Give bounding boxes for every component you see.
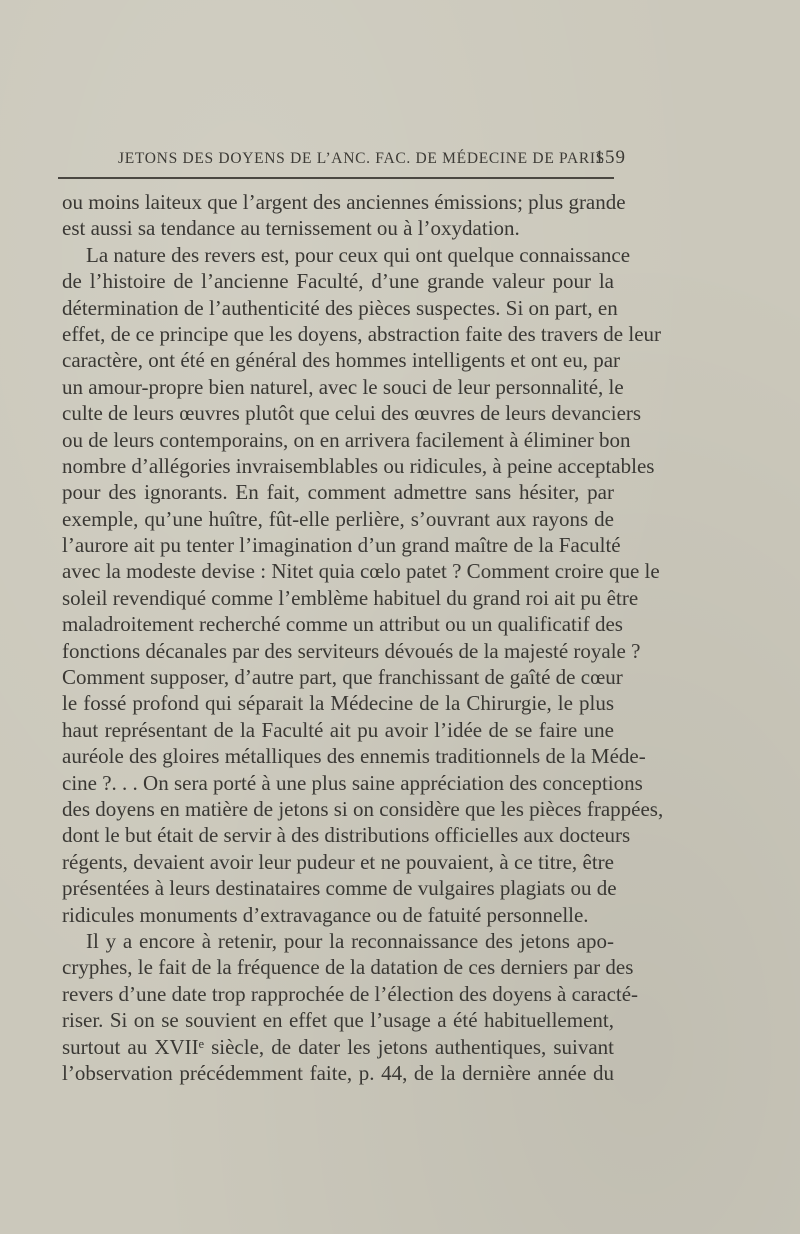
text-line: effet, de ce principe que les doyens, abstraction faite des travers de leur <box>62 321 662 346</box>
text-line: nombre d’allégories invraisemblables ou ridicules, à peine acceptables <box>62 453 655 478</box>
text-line: caractère, ont été en général des hommes intelligents et ont eu, par <box>62 348 621 373</box>
running-title: JETONS DES DOYENS DE L’ANC. FAC. DE MÉDECINE DE PARIS <box>118 150 606 167</box>
text-line: un amour-propre bien naturel, avec le souci de leur personnalité, le <box>62 374 624 399</box>
text-line: Comment supposer, d’autre part, que franchissant de gaîté de cœur <box>62 665 623 690</box>
text-line: l’observation précédemment faite, p. 44, de la dernière année du <box>62 1060 614 1085</box>
text-line: soleil revendiqué comme l’emblème habituel du grand roi ait pu être <box>62 585 639 610</box>
text-line: des doyens en matière de jetons si on considère que les pièces frappées, <box>62 796 664 821</box>
text-line: ou moins laiteux que l’argent des anciennes émissions; plus grande <box>62 190 626 214</box>
text-line: détermination de l’authenticité des pièces suspectes. Si on part, en <box>62 295 618 320</box>
paragraph <box>62 242 664 928</box>
text-line: haut représentant de la Faculté ait pu avoir l’idée de se faire une <box>62 717 614 742</box>
text-line: cryphes, le fait de la fréquence de la datation de ces derniers par des <box>62 955 634 980</box>
text-line: exemple, qu’une huître, fût-elle perlière, s’ouvrant aux rayons de <box>62 506 614 531</box>
text-line: ou de leurs contemporains, on en arrivera facilement à éliminer bon <box>62 427 631 452</box>
text-line: maladroitement recherché comme un attribut ou un qualificatif des <box>62 612 623 637</box>
page-header <box>110 146 628 176</box>
text-line: régents, devaient avoir leur pudeur et ne pouvaient, à ce titre, être <box>62 849 614 874</box>
page-number: 159 <box>594 147 626 168</box>
text-line: revers d’une date trop rapprochée de l’élection des doyens à caracté- <box>62 981 639 1006</box>
paragraph <box>62 189 626 242</box>
header-rule <box>58 177 614 179</box>
text-line: dont le but était de servir à des distributions officielles aux docteurs <box>62 823 631 848</box>
text-line: riser. Si on se souvient en effet que l’usage a été habituellement, <box>62 1008 614 1033</box>
text-line: pour des ignorants. En fait, comment admettre sans hésiter, par <box>62 480 614 505</box>
text-line: présentées à leurs destinataires comme de vulgaires plagiats ou de <box>62 876 617 901</box>
paragraph <box>62 928 639 1086</box>
text-line: de l’histoire de l’ancienne Faculté, d’une grande valeur pour la <box>62 269 614 294</box>
text-line: est aussi sa tendance au ternissement ou à l’oxydation. <box>62 216 520 241</box>
text-line: l’aurore ait pu tenter l’imagination d’un grand maître de la Faculté <box>62 533 621 558</box>
text-line: Il y a encore à retenir, pour la reconnaissance des jetons apo- <box>86 928 614 953</box>
text-line: fonctions décanales par des serviteurs dévoués de la majesté royale ? <box>62 638 641 663</box>
text-line: culte de leurs œuvres plutôt que celui des œuvres de leurs devanciers <box>62 401 642 426</box>
text-line: cine ?. . . On sera porté à une plus saine appréciation des conceptions <box>62 770 643 795</box>
text-line: surtout au XVIIᵉ siècle, de dater les jetons authentiques, suivant <box>62 1034 614 1059</box>
text-line: auréole des gloires métalliques des ennemis traditionnels de la Méde- <box>62 744 646 769</box>
text-line: ridicules monuments d’extravagance ou de fatuité personnelle. <box>62 902 589 927</box>
body-text <box>62 189 664 1086</box>
text-line: avec la modeste devise : Nitet quia cœlo patet ? Comment croire que le <box>62 559 660 584</box>
text-line: La nature des revers est, pour ceux qui ont quelque connaissance <box>86 242 631 267</box>
text-line: le fossé profond qui séparait la Médecine de la Chirurgie, le plus <box>62 691 614 716</box>
